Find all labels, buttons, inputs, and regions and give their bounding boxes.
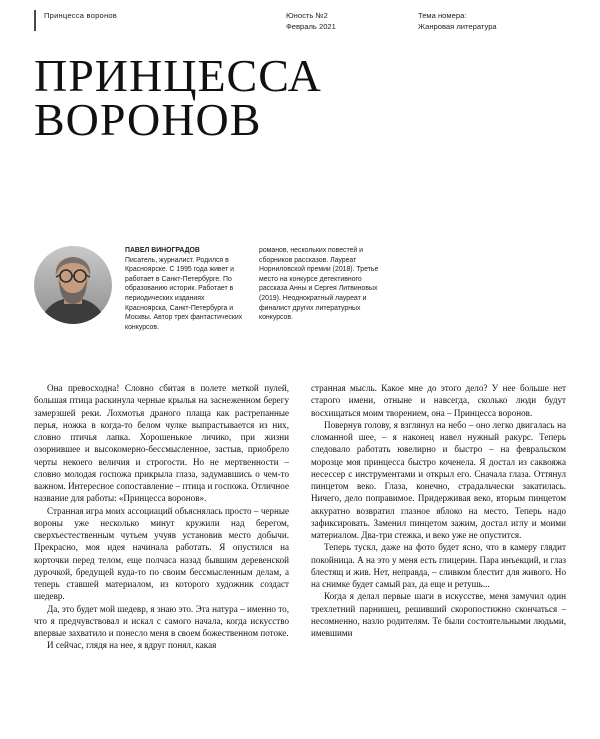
- header-issue-name: Юность №2: [286, 11, 328, 20]
- header-divider-rule: [34, 10, 36, 31]
- header-issue-date: Февраль 2021: [286, 21, 336, 31]
- paragraph: Повернув голову, я взглянул на небо – оно легко двигалась на сломанной шее, – я наконец навел нужный ракурс. Теперь следовало работать ювелирно и быстро – на февральском морозце моя принцесса быстро коченела. Я достал из саквояжа несессер с инструментами и открыл его. Сначала глаза. Оттянул пинцетом веко. Глаза, конечно, страдальчески закатилась. Ничего, дело поправимое. Придерживая веко, вторым пинцетом аккуратно возвратил глазное яблоко на место. Теперь надо зафиксировать. Заменил пинцетом зажим, достал иглу и моими материалом. Два-три стежка, и веко уже не опустится.: [311, 419, 566, 540]
- paragraph: Она превосходна! Словно сбитая в полете меткой пулей, большая птица раскинула черные крылья на заснеженном берегу замерзшей реки. Лохмотья драного плаща как растрепанные перья, ножка в когда-то белом чулке выпрастывается из них, словно птичья лапка. Хорошенькое личико, при жизни озорнившее и высокомерно-бессмысленное, застыв, приобрело черты некоего величия и строгости. Но не мертвенности – словно молодая госпожа прикрыла глаза, задумавшись о чем-то важном. Интересное сопоставление – птица и госпожа. Отличное название для работы: «Принцесса воронов».: [34, 383, 289, 504]
- avatar: [34, 246, 112, 324]
- page-title-line-2: ВОРОНОВ: [34, 94, 262, 145]
- paragraph: странная мысль. Какое мне до этого дело? У нее больше нет старого имени, отныне и навсегда, сколько люди будут восхищаться моим творением, она – Принцесса воронов.: [311, 383, 566, 418]
- page-title: [34, 50, 566, 145]
- author-bio-column-1: [125, 246, 245, 332]
- paragraph: Да, это будет мой шедевр, я знаю это. Эта натура – именно то, что я предчувствовал и искал с самого начала, когда искусство впервые захватило и понесло меня в своем божественном потоке.: [34, 603, 289, 638]
- author-bio-column-2: [259, 246, 379, 323]
- header-left: [34, 10, 286, 31]
- paragraph: Теперь тускл, даже на фото будет ясно, что в камеру глядит покойница. А на это у меня есть глицерин. Пара инъекций, и глаз блестящ и жив. Нет, неправда, – сливком блестит для живого. Но на снимке будет самый раз, да еще и ретушь...: [311, 542, 566, 589]
- body-column-right: [311, 382, 566, 652]
- author-name: ПАВЕЛ ВИНОГРАДОВ: [125, 247, 200, 254]
- author-block: [34, 246, 566, 332]
- portrait-photo-icon: [34, 246, 112, 324]
- header-article-title: Принцесса воронов: [44, 11, 118, 20]
- author-bio-text-1: Писатель, журналист. Родился в Красноярске. С 1995 года живет и работает в Санкт-Петербурге. По образованию историк. Работает в периодических изданиях Красноярска, Санкт-Петербурга и Москвы. Автор трех фантастических конкурсов.: [125, 256, 243, 331]
- author-bio-text-2: романов, нескольких повестей и сборников рассказов. Лауреат Норниловской премии (2018). Третье место на конкурсе детективного рассказа Анны и Сергея Литвиновых (2019). Неоднократный лауреат и финалист других литературных конкурсов.: [259, 247, 379, 322]
- header-theme-info: [418, 10, 497, 32]
- article-body: [34, 382, 566, 652]
- header-theme-label: Тема номера:: [418, 11, 467, 20]
- page-header: [34, 0, 566, 34]
- paragraph: И сейчас, глядя на нее, я вдруг понял, какая: [47, 640, 217, 651]
- header-theme-value: Жанровая литература: [418, 21, 497, 31]
- header-issue-info: [286, 10, 418, 32]
- paragraph: Странная игра моих ассоциаций объяснялась просто – черные вороны уже несколько минут кружили над берегом, сверхъестественным чутьем учуяв установив место добычи. Прекрасно, моя идея начинала работать. Я опустился на корточки перед телом, еще полчаса назад бывшим деревенской дурочкой, бредущей куда-то по своим бессмысленным делам, а теперь ставшей материалом, из которого художник создаст шедевр.: [34, 505, 289, 602]
- page-title-line-1: ПРИНЦЕССА: [34, 50, 322, 101]
- body-column-left: [34, 382, 289, 652]
- paragraph: Когда я делал первые шаги в искусстве, меня замучил один трехлетний парнишец, решивший скоропостижно скончаться – несомненно, назло родителям. Те были состоятельными людьми, имевшими: [311, 591, 566, 638]
